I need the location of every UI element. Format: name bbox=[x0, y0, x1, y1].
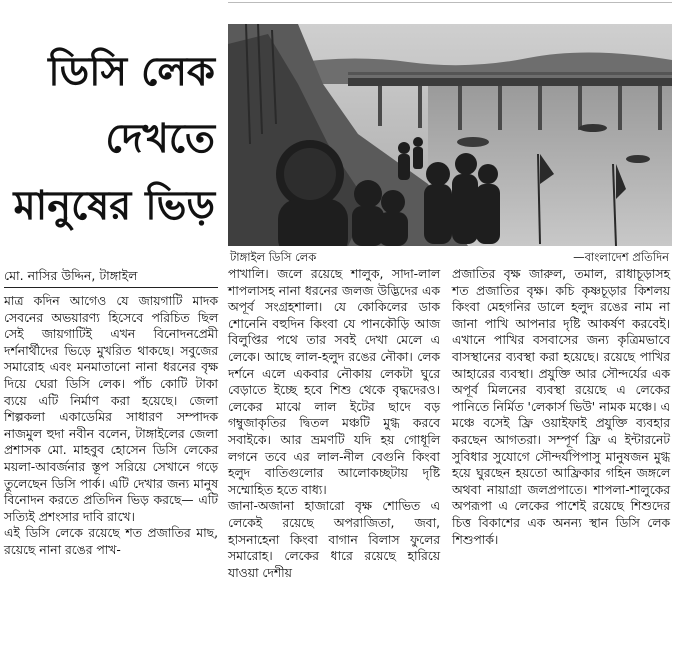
headline-block bbox=[0, 40, 215, 240]
column-1-paragraph-2: এই ডিসি লেকে রয়েছে শত প্রজাতির মাছ, রয়েছে নানা রঙের পাখ- bbox=[4, 526, 218, 557]
article-column-2 bbox=[228, 266, 440, 581]
photo-credit: —বাংলাদেশ প্রতিদিন bbox=[573, 250, 669, 264]
lake-photo-image bbox=[228, 24, 672, 246]
headline-line-3: মানুষের ভিড় bbox=[13, 182, 215, 229]
column-1-paragraph-1: মাত্র কদিন আগেও যে জায়গাটি মাদক সেবনের অভয়ারণ্য হিসেবে পরিচিত ছিল সেই জায়গাটিই এখন বিনোদনপ্রেমী দর্শনার্থীদের ভিড়ে মুখরিত থাকছে। সবুজের সমারোহ এবং মনমাতানো নানা ধরনের বৃক্ষ দিয়ে ঘেরা ডিসি লেক। পাঁচ কোটি টাকা ব্যয়ে এটি নির্মাণ করা হয়েছে। জেলা শিল্পকলা একাডেমির সাধারণ সম্পাদক নাজমুল হুদা নবীন বলেন, টাঙ্গাইলের জেলা প্রশাসক মো. মাহবুব হোসেন ডিসি লেকের ময়লা-আবর্জনার স্তূপ সরিয়ে সেখানে গড়ে তুলেছেন ডিসি পার্ক। এটি দেখার জন্য মানুষ বিনোদন করতে প্রতিদিন ভিড় করছে— এটি সত্যিই প্রশংসার দাবি রাখে। bbox=[4, 294, 218, 524]
column-2-paragraph-2: জানা-অজানা হাজারো বৃক্ষ শোভিত এ লেকেই রয়েছে অপরাজিতা, জবা, হাসনাহেনা কিংবা বাগান বিলাস ফুলের সমারোহ। লেকের ধারে রয়েছে হারিয়ে যাওয়া দেশীয় bbox=[228, 499, 440, 580]
byline: মো. নাসির উদ্দিন, টাঙ্গাইল bbox=[4, 268, 138, 283]
article-column-3 bbox=[452, 266, 670, 548]
headline-line-2: দেখতে bbox=[105, 115, 215, 162]
article-column-1 bbox=[4, 293, 218, 559]
lake-photo bbox=[228, 24, 672, 246]
column-2-paragraph-1: পাখালি। জলে রয়েছে শালুক, সাদা-লাল শাপলাসহ নানা ধরনের জলজ উদ্ভিদের এক অপূর্ব সংগ্রহশালা। যে কোকিলের ডাক শোনেনি বহুদিন কিংবা যে পানকৌড়ি আজ বিলুপ্তির পথে তার সবই দেখা মেলে এ লেকে। আছে লাল-হলুদ রঙের নৌকা। লেক দর্শনে এলে একবার নৌকায় লেকটা ঘুরে বেড়াতে ইচ্ছে হবে শিশু থেকে বৃদ্ধদেরও। লেকের মাঝে লাল ইটের ছাদে বড় গম্বুজাকৃতির দ্বিতল মঞ্চটি মুগ্ধ করবে সবাইকে। আর ভ্রমণটি যদি হয় গোধূলি লগনে তবে এর লাল-নীল বেগুনি কিংবা হলুদ বাতিগুলোর আলোকচ্ছটায় দৃষ্টি সম্মোহিত হতে বাধ্য। bbox=[228, 267, 440, 497]
top-rule bbox=[228, 2, 672, 3]
byline-rule bbox=[4, 287, 218, 288]
headline-line-1: ডিসি লেক bbox=[48, 48, 215, 95]
column-3-paragraph-1: প্রজাতির বৃক্ষ জারুল, তমাল, রাধাচূড়াসহ শত প্রজাতির বৃক্ষ। কচি কৃষ্ণচূড়ার কিশলয় কিংবা মেহগনির ডালে হলুদ রঙের নাম না জানা পাখি আপনার দৃষ্টি আকর্ষণ করবেই। এখানে পাখির বসবাসের জন্য কৃত্রিমভাবে বাসস্থানের ব্যবস্থা করা হয়েছে। রয়েছে পাখির আহারের ব্যবস্থা। প্রযুক্তি আর সৌন্দর্যের এক অপূর্ব মিলনের ব্যবস্থা রয়েছে এ লেকের পানিতে নির্মিত 'লেকার্স ভিউ' নামক মঞ্চে। এ মঞ্চে বসেই ফ্রি ওয়াইফাই প্রযুক্তি ব্যবহার করছেন আগতরা। সম্পূর্ণ ফ্রি এ ইন্টারনেট সুবিধার সুযোগে সৌন্দর্যপিপাসু মানুষজন মুগ্ধ হয়ে ঘুরছেন হয়তো আফ্রিকার গহিন জঙ্গলে অথবা নায়াগ্রা জলপ্রপাতে। শাপলা-শালুকের অপরূপা এ লেকের পাশেই রয়েছে শিশুদের চিত্ত বিকাশের এক অনন্য স্থান ডিসি লেক শিশুপার্ক। bbox=[452, 267, 670, 547]
photo-caption: টাঙ্গাইল ডিসি লেক bbox=[230, 250, 317, 264]
